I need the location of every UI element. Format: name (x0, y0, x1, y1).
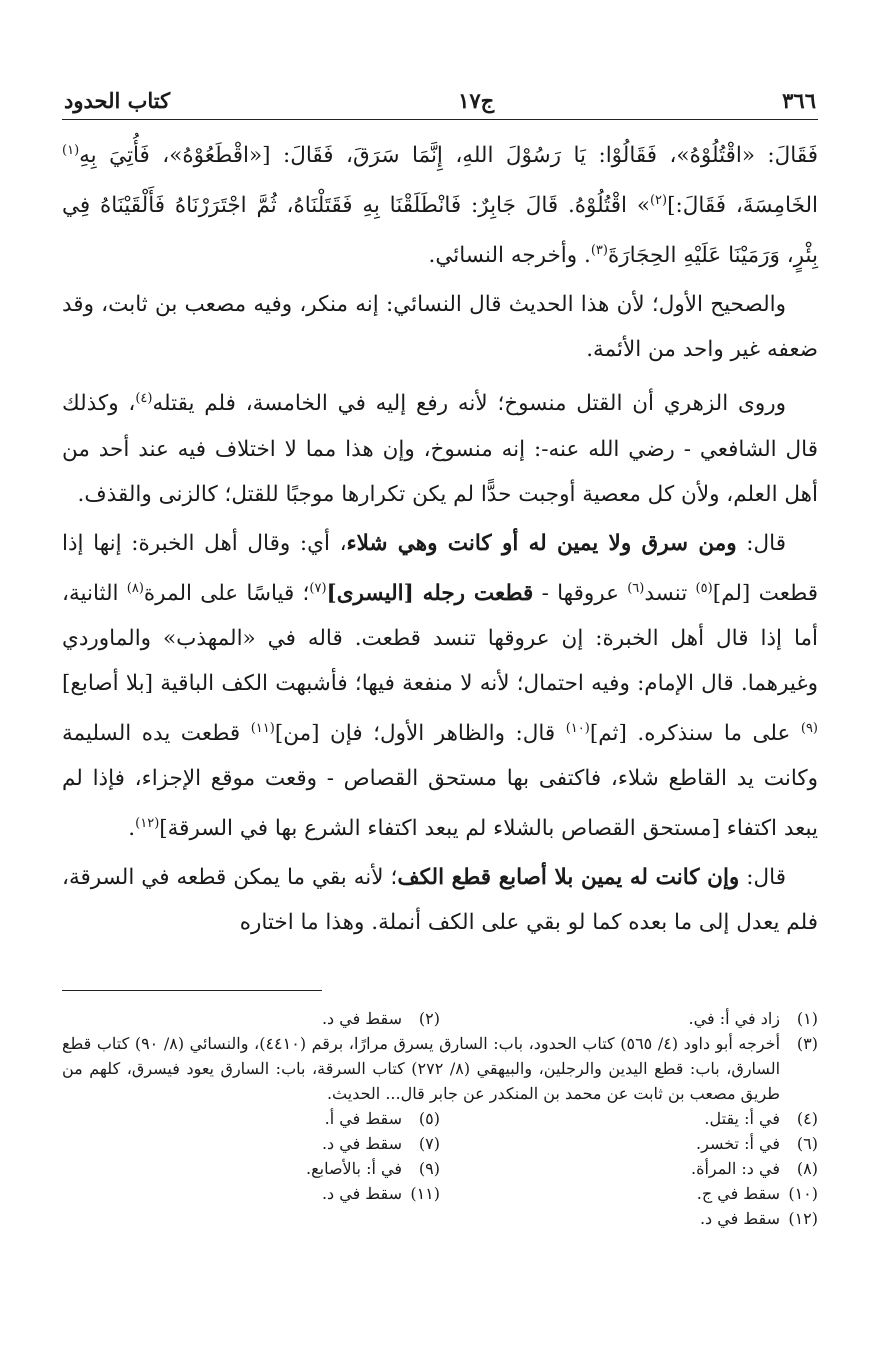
footnote-marker: (١) (62, 143, 80, 158)
footnote (440, 1131, 818, 1156)
footnote (440, 1106, 818, 1131)
footnote-text: أخرجه أبو داود (٤/ ٥٦٥) كتاب الحدود، باب: السارق يسرق مرارًا، برقم (٤٤١٠)، والنسائي (٨/ ٩٠) كتاب قطع السارق، باب: قطع اليدين والرجلين، والبيهقي (٨/ ٢٧٢) كتاب السرقة، باب: السارق يعود فيسرق، كلهم من طريق مصعب بن ثابت عن محمد بن المنكدر عن جابر قال... الحديث. (62, 1034, 781, 1103)
footnote-marker: (٦) (627, 580, 645, 596)
footnote-number: (١) (796, 1009, 818, 1028)
bold-text: قطعت رجله [اليسرى] (326, 580, 534, 606)
text-run: . (128, 816, 136, 842)
footnote-marker: (٤) (135, 391, 153, 407)
text-run: ؛ قياسًا على المرة (143, 580, 310, 606)
text-run: . وأخرجه النسائي. (428, 243, 591, 269)
text-run: ، وكذلك قال الشافعي - رضي الله عنه-: إنه منسوخ، وإن هذا مما لا اختلاف فيه عند أحد من أهل العلم، ولأن كل معصية أوجبت حدًّا لم يكن تكرارها موجبًا للقتل؛ كالزنى والقذف. (62, 391, 818, 507)
footnote-text: سقط في د. (321, 1134, 402, 1153)
text-run: الخَامِسَةَ، فَقَالَ:] (667, 193, 818, 219)
paragraph (62, 855, 818, 945)
footnote-text: سقط في د. (321, 1184, 402, 1203)
footnote-number: (٣) (796, 1034, 818, 1053)
footnote-text: زاد في أ: في. (688, 1009, 780, 1028)
footnote-marker: (١١) (250, 720, 275, 736)
footnote-row (62, 1156, 818, 1181)
text-run: وروى الزهري أن القتل منسوخ؛ لأنه رفع إليه في الخامسة، فلم يقتله (152, 391, 786, 417)
text-run: » اقْتُلُوْهُ. قَالَ جَابِرٌ: فَانْطَلَقْنَا بِهِ فَقَتَلْنَاهُ، ثُمَّ اجْتَرَرْنَاهُ فَأَلْقَيْنَاهُ فِي بِئْرٍ، وَرَمَيْنَا عَلَيْهِ الحِجَارَةَ (62, 193, 818, 269)
text-run: قال: (736, 530, 786, 556)
footnote (440, 1156, 818, 1181)
footnote-marker: (١٠) (565, 720, 590, 736)
footnote (62, 1181, 440, 1206)
text-run: والصحيح الأول؛ لأن هذا الحديث قال النسائي: إنه منكر، وفيه مصعب بن ثابت، وقد ضعفه غير واحد من الأئمة. (62, 292, 818, 363)
page-number: ٣٦٦ (782, 88, 816, 113)
bold-text: ومن سرق ولا يمين له أو كانت وهي شلاء (346, 530, 737, 556)
text-run: قال: (739, 865, 786, 891)
footnote-row (62, 1006, 818, 1031)
footnote-text: في أ: تخسر. (696, 1134, 780, 1153)
text-run: فَقَالَ: «اقْتُلُوْهُ»، فَقَالُوْا: يَا رَسُوْلَ اللهِ، إِنَّمَا سَرَقَ، فَقَالَ: [«اقْطَعُوْهُ»، فَأُتِيَ بِهِ (79, 143, 818, 169)
footnote-number: (١٢) (788, 1209, 818, 1228)
footnote-text: في أ: بالأصابع. (306, 1159, 402, 1178)
footnote (62, 1106, 440, 1131)
text-run: ، أي: وقال أهل الخبرة: إنها إذا قطعت [لم] (62, 530, 818, 606)
footnote-number: (٦) (796, 1134, 818, 1153)
text-run: قطعت يده السليمة وكانت يد القاطع شلاء، فاكتفى بها مستحق القصاص - وقعت موقع الإجزاء، فإذا لم يبعد اكتفاء [مستحق القصاص بالشلاء لم يبعد اكتفاء الشرع بها في السرقة] (62, 720, 818, 842)
footnote (440, 1006, 818, 1031)
footnote-marker: (٣) (590, 243, 608, 259)
footnote-text: سقط في د. (321, 1009, 402, 1028)
paragraph (62, 282, 818, 372)
footnote-text: في أ: يقتل. (704, 1109, 780, 1128)
footnote (62, 1006, 440, 1031)
paragraph (62, 521, 818, 851)
footnote-number: (٢) (418, 1009, 440, 1028)
footnote-number: (١٠) (788, 1184, 818, 1203)
footnote (62, 1156, 440, 1181)
volume-label: ج١٧ (458, 88, 495, 113)
footnote-marker: (١٢) (135, 815, 160, 831)
footnote (440, 1181, 818, 1206)
main-text (62, 128, 818, 945)
footnote-text: سقط في د. (699, 1209, 780, 1228)
paragraph (62, 128, 818, 278)
page (62, 88, 818, 949)
paragraph (62, 376, 818, 516)
footnote-text: سقط في أ. (324, 1109, 402, 1128)
footnote-row (62, 1181, 818, 1206)
running-header (62, 88, 818, 120)
footnote-number: (٩) (418, 1159, 440, 1178)
footnotes (62, 1006, 818, 1231)
footnote-row (62, 1131, 818, 1156)
footnote-number: (٤) (796, 1109, 818, 1128)
text-run: الثانية، أما إذا قال أهل الخبرة: إن عروقها تنسد قطعت. قاله في «المهذب» والماوردي وغيرهما. قال الإمام: وفيه احتمال؛ لأنه لا منفعة فيها؛ فأشبهت الكف الباقية [بلا أصابع] (62, 580, 818, 696)
bold-text: وإن كانت له يمين بلا أصابع قطع الكف (397, 865, 740, 891)
footnote-text: في د: المرأة. (691, 1159, 780, 1178)
footnote-number: (١١) (410, 1184, 440, 1203)
footnote-number: (٥) (418, 1109, 440, 1128)
footnote-marker: (٥) (695, 580, 713, 596)
footnote-marker: (٩) (800, 720, 818, 736)
footnote (62, 1031, 818, 1106)
footnote-number: (٨) (796, 1159, 818, 1178)
footnote-text: سقط في ج. (696, 1184, 780, 1203)
text-run: تنسد (644, 580, 696, 606)
text-run: ؛ لأنه بقي ما يمكن قطعه في السرقة، فلم يعدل إلى ما بعده كما لو بقي على الكف أنملة. وهذا ما اختاره (62, 865, 818, 936)
text-run: عروقها - (533, 580, 628, 606)
footnote-marker: (٢) (649, 193, 668, 209)
footnote (62, 1131, 440, 1156)
text-run: على ما سنذكره. [ثم] (589, 720, 801, 746)
footnote-marker: (٧) (309, 580, 327, 596)
text-run: قال: والظاهر الأول؛ فإن [من] (274, 720, 566, 746)
footnote-separator (62, 990, 322, 991)
footnote-number: (٧) (418, 1134, 440, 1153)
footnote-row (62, 1106, 818, 1131)
footnote-marker: (٨) (126, 580, 144, 596)
book-title: كتاب الحدود (64, 88, 171, 113)
footnote (62, 1206, 818, 1231)
